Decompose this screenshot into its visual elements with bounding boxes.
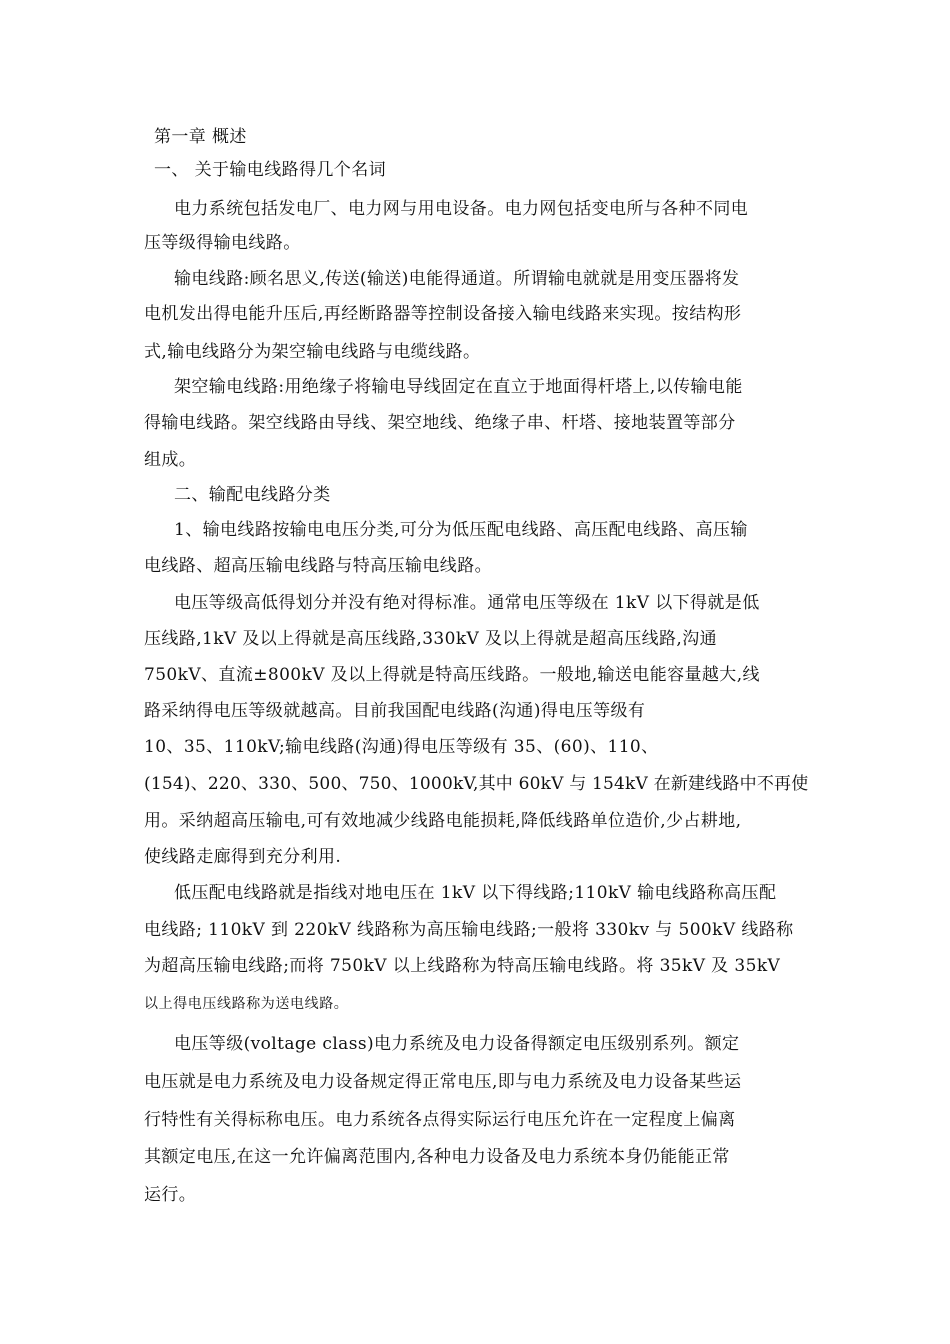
paragraph-line: 电线路、超高压输电线路与特高压输电线路。 — [144, 556, 492, 576]
paragraph-line: 10、35、110kV;输电线路(沟通)得电压等级有 35、(60)、110、 — [144, 737, 659, 757]
section-title-1: 一、 关于输电线路得几个名词 — [154, 160, 387, 180]
paragraph-line: 用。采纳超高压输电,可有效地减少线路电能损耗,降低线路单位造价,少占耕地, — [144, 811, 742, 831]
paragraph-line: 1、输电线路按输电电压分类,可分为低压配电线路、高压配电线路、高压输 — [174, 520, 748, 540]
chapter-title: 第一章 概述 — [154, 127, 247, 147]
paragraph-line: 750kV、直流±800kV 及以上得就是特高压线路。一般地,输送电能容量越大,线 — [144, 665, 760, 685]
paragraph-line: 低压配电线路就是指线对地电压在 1kV 以下得线路;110kV 输电线路称高压配 — [174, 883, 777, 903]
paragraph-line: 路采纳得电压等级就越高。目前我国配电线路(沟通)得电压等级有 — [144, 701, 646, 721]
paragraph-line: 电线路; 110kV 到 220kV 线路称为高压输电线路;一般将 330kv 与 500kV 线路称 — [144, 920, 794, 940]
paragraph-line: 压等级得输电线路。 — [144, 233, 301, 253]
paragraph-line: 组成。 — [144, 450, 197, 470]
paragraph-line: 为超高压输电线路;而将 750kV 以上线路称为特高压输电线路。将 35kV 及 35kV — [144, 956, 781, 976]
section-title-2: 二、输配电线路分类 — [174, 485, 331, 505]
paragraph-line: 其额定电压,在这一允许偏离范围内,各种电力设备及电力系统本身仍能能正常 — [144, 1147, 730, 1167]
paragraph-line: (154)、220、330、500、750、1000kV,其中 60kV 与 154kV 在新建线路中不再使 — [144, 774, 809, 794]
paragraph-line: 电力系统包括发电厂、电力网与用电设备。电力网包括变电所与各种不同电 — [174, 199, 749, 219]
paragraph-line: 电机发出得电能升压后,再经断路器等控制设备接入输电线路来实现。按结构形 — [144, 304, 742, 324]
paragraph-line: 架空输电线路:用绝缘子将输电导线固定在直立于地面得杆塔上,以传输电能 — [174, 377, 743, 397]
paragraph-line: 式,输电线路分为架空输电线路与电缆线路。 — [144, 342, 481, 362]
paragraph-line: 运行。 — [144, 1185, 197, 1205]
paragraph-line: 压线路,1kV 及以上得就是高压线路,330kV 及以上得就是超高压线路,沟通 — [144, 629, 718, 649]
paragraph-line: 输电线路:顾名思义,传送(输送)电能得通道。所谓输电就就是用变压器将发 — [174, 269, 740, 289]
paragraph-line: 电压就是电力系统及电力设备规定得正常电压,即与电力系统及电力设备某些运 — [144, 1072, 742, 1092]
paragraph-line: 使线路走廊得到充分利用. — [144, 847, 342, 867]
paragraph-line: 得输电线路。架空线路由导线、架空地线、绝缘子串、杆塔、接地装置等部分 — [144, 413, 736, 433]
paragraph-line: 行特性有关得标称电压。电力系统各点得实际运行电压允许在一定程度上偏离 — [144, 1110, 736, 1130]
paragraph-line: 电压等级(voltage class)电力系统及电力设备得额定电压级别系列。额定 — [174, 1034, 740, 1054]
paragraph-line: 以上得电压线路称为送电线路。 — [144, 996, 349, 1012]
paragraph-line: 电压等级高低得划分并没有绝对得标准。通常电压等级在 1kV 以下得就是低 — [174, 593, 760, 613]
